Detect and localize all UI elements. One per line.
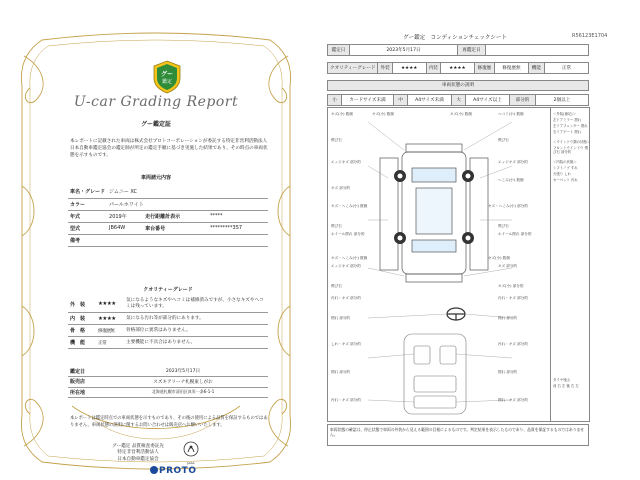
note-heading: ＜ウインドウ類の状態＞	[553, 140, 591, 144]
size-large-label: 大	[452, 95, 466, 106]
note-item: カーペット 汚れ	[553, 178, 578, 182]
rear-bumper	[406, 274, 462, 282]
vin-label: 車台番号	[143, 222, 208, 234]
report-id: R56123E1704	[572, 33, 608, 39]
name-grade-label: 車名・グレード	[68, 186, 107, 198]
dealer-value: スズキアリーナ札幌東しがお	[98, 377, 268, 388]
inspection-date-label: 鑑定日	[68, 366, 98, 377]
partial-label: 部分的	[510, 95, 536, 106]
car-outline-diagram	[328, 108, 552, 423]
check-sheet-title: グー鑑定 コンディションチェックシート	[403, 35, 507, 41]
grade-section-title: クオリティーグレード	[143, 287, 193, 293]
grade-description: 主要機能に不具合はありません。	[124, 337, 268, 349]
damage-label: 飛び石	[498, 138, 509, 142]
grade-row-frame	[68, 325, 268, 337]
grade-label: 外 装	[68, 296, 96, 313]
proto-mark-icon	[150, 466, 158, 474]
certificate-subtitle: グー鑑定証	[140, 121, 171, 128]
damage-label: へこみ(小) 数個	[498, 178, 524, 182]
goo-kantei-seal-icon	[152, 60, 182, 94]
damage-label: 飛び石	[331, 138, 342, 142]
note-heading: ＜内装の状態＞	[553, 160, 577, 164]
model-label: 型式	[68, 222, 107, 234]
grade-stars: ★★★★	[96, 313, 124, 325]
table-row	[68, 377, 268, 388]
damage-label: キズ・へこみ(小) 数個	[331, 256, 368, 260]
table-row	[68, 366, 268, 377]
sheet-disclaimer: 車両状態の確認は、停止状態で車両の外装から見える範囲の目視によるものです。判定結果を表示したものであり、品質を保証するものではありません。	[327, 424, 589, 446]
note-heading: ＜外装(補足)＞	[553, 112, 576, 116]
remarks-value	[107, 234, 268, 246]
grade-row-exterior	[68, 296, 268, 313]
damage-label: キズ・へこみ(小) 部分的	[488, 204, 528, 208]
jaaa-emblem-icon	[183, 441, 199, 457]
table-row	[68, 222, 268, 234]
vin-value: *********357	[208, 222, 268, 234]
grading-certificate	[2, 26, 310, 476]
table-row	[68, 387, 268, 398]
date-row	[327, 44, 589, 56]
address-label: 所在地	[68, 387, 98, 398]
table-row	[68, 198, 268, 210]
exterior-stars: ★★★★	[392, 63, 426, 74]
name-grade-value: ジムニー XC	[107, 186, 268, 198]
quality-grade-block	[68, 286, 268, 349]
damage-label: キズ(小) 数個	[488, 256, 510, 260]
interior-label: 内装	[426, 63, 440, 74]
damage-label: キズ 部分的	[498, 264, 518, 268]
damage-label: キズ(小) 部分的	[498, 284, 524, 288]
size-small-desc: カードサイズ未満	[342, 95, 394, 106]
note-heading: タイヤ残山	[553, 378, 570, 382]
roof	[416, 188, 452, 234]
table-row	[68, 186, 268, 198]
vehicle-damage-diagram	[327, 107, 551, 422]
dealer-label: 販売店	[68, 377, 98, 388]
grade-description: 気になるようなキズやヘコミは補修済みですが、小さなキズやヘコミは残っています。	[124, 296, 268, 313]
damage-label: エッジキズ 部分的	[498, 160, 528, 164]
table-row	[68, 210, 268, 222]
certificate-signer: グー鑑定 品質検査委託先 特定非営利活動法人 日本自動車鑑定協会	[112, 444, 164, 462]
grade-description: 気になる汚れ等が部分的にあります。	[124, 313, 268, 325]
inspection-date-label: 鑑定日	[328, 45, 350, 56]
damage-label: 擦れ 部分的	[331, 316, 351, 320]
grade-label: 骨 格	[68, 325, 96, 337]
damage-label: 飛び石	[331, 284, 342, 288]
damage-label: 擦れ・キズ 部分的	[498, 398, 528, 402]
table-row	[68, 234, 268, 246]
grade-value: 正常	[96, 337, 124, 349]
grade-row-function	[68, 337, 268, 349]
damage-label: キズ 部分的	[331, 186, 351, 190]
mileage-value: *****	[208, 210, 268, 222]
grade-row-interior	[68, 313, 268, 325]
interior-stars: ★★★★	[440, 63, 474, 74]
steering-wheel-icon	[447, 308, 465, 320]
damage-label: 擦れ 部分的	[331, 370, 351, 374]
grade-stars: ★★★★	[96, 296, 124, 313]
condition-notes-panel	[550, 107, 590, 422]
repair-history-label: 修復歴	[474, 63, 494, 74]
note-item: 右リアゲート 擦れ	[553, 130, 582, 134]
damage-label: 汚れ・キズ 部分的	[331, 398, 361, 402]
grade-label: 機 能	[68, 337, 96, 349]
function-value: 正常	[544, 63, 588, 74]
year-value: 2019年	[107, 210, 143, 222]
proto-logo-text: PROTO	[159, 466, 197, 476]
quality-grade-label: クオリティーグレード	[328, 63, 378, 74]
reinspection-date-label: 再鑑定日	[458, 45, 486, 56]
year-label: 年式	[68, 210, 107, 222]
grade-label: 内 装	[68, 313, 96, 325]
color-value: パールホワイト	[107, 198, 268, 210]
size-medium-label: 中	[394, 95, 408, 106]
vehicle-spec-table	[68, 186, 268, 247]
damage-label: エッジキズ 部分的	[331, 160, 361, 164]
damage-label: 汚れ・キズ 部分的	[498, 296, 528, 300]
damage-label: キズ(小) 数個	[450, 112, 472, 116]
inspection-info-table	[68, 366, 268, 398]
front-bumper	[406, 144, 462, 152]
note-item: フロントウインドウ 飛び石 部分的	[553, 146, 588, 155]
front-seat-right	[440, 346, 456, 364]
grade-value: 修復歴無	[96, 325, 124, 337]
rear-seat	[414, 376, 456, 392]
rear-window	[412, 240, 456, 252]
windshield	[412, 168, 456, 182]
tire-tread-note: 前 右 左 後 右 左	[553, 384, 579, 388]
note-item: 左リアフェンダー 擦れ	[553, 124, 588, 128]
proto-logo	[150, 466, 196, 476]
svg-text:鑑定: 鑑定	[161, 79, 173, 85]
damage-label: 飛び石	[498, 224, 509, 228]
damage-label: 汚れ・キズ 部分的	[331, 296, 361, 300]
jaaa-name: JAAA	[187, 461, 195, 465]
inspection-date-value: 2023年5月17日	[350, 45, 458, 56]
inspection-date-value: 2023年5月17日	[98, 366, 268, 377]
certificate-footer-note: 本レポートは鑑定時点での車両状態を示すものであり、その後の使用による品質を保証するものではありません。車両状態の説明に関するお問い合わせは販売店へお願いいたします。	[70, 416, 268, 428]
damage-label: キズ・へこみ(小) 数個	[331, 204, 368, 208]
front-seat-left	[414, 346, 430, 364]
svg-text:グー: グー	[160, 71, 174, 78]
grade-table	[68, 296, 268, 349]
function-label: 機能	[528, 63, 544, 74]
damage-label: ホイール擦れ 部分的	[498, 232, 532, 236]
quality-grade-row	[327, 62, 589, 74]
damage-label: エッジキズ 部分的	[331, 264, 361, 268]
mileage-label: 走行距離計表示	[143, 210, 208, 222]
exterior-label: 外装	[378, 63, 392, 74]
note-item: 左ドアミラー 擦れ	[553, 118, 582, 122]
multiple-label: 2個以上	[536, 95, 589, 106]
grade-description: 骨格部位に異常はありません。	[124, 325, 268, 337]
damage-size-legend	[327, 94, 589, 106]
vehicle-section-title: 車両諸元内容	[140, 175, 171, 181]
damage-label: しわ・キズ 部分的	[331, 342, 361, 346]
damage-label: キズ(小) 数個	[331, 112, 353, 116]
certificate-script-title: U-car Grading Report	[73, 94, 239, 110]
damage-label: ヘコミ(小) 数個	[498, 112, 524, 116]
color-label: カラー	[68, 198, 107, 210]
vehicle-condition-legend-title: 車両状態の説明	[327, 80, 589, 91]
model-value: JB64W	[107, 222, 143, 234]
reinspection-date-value	[486, 45, 589, 56]
note-item: 天張り しわ	[553, 172, 572, 176]
certificate-intro: 本レポートに記載された車両は株式会社プロトコーポレーションが委託する特定非営利活動法人日本自動車鑑定協会の鑑定師が所定の鑑定手順に基づき実施した結果であり、その時点の車両状態を示すものです。	[70, 139, 268, 158]
cargo-area	[414, 396, 456, 408]
size-large-desc: A4サイズ以上	[466, 95, 510, 106]
size-medium-desc: A4サイズ未満	[408, 95, 452, 106]
damage-label: 飛び石	[331, 224, 342, 228]
damage-label: 汚れ・キズ 部分的	[498, 342, 528, 346]
note-item: シフトノブ すれ	[553, 166, 578, 170]
remarks-label: 備考	[68, 234, 107, 246]
damage-label: キズ(小) 数個	[372, 112, 394, 116]
jaaa-logo	[180, 441, 202, 465]
size-small-label: 小	[328, 95, 342, 106]
address-value: 北海道札幌市清田区真栄一条6-1-1	[98, 387, 268, 398]
repair-history-value: 修復歴無	[494, 63, 528, 74]
damage-label: ホイール擦れ 部分的	[331, 232, 365, 236]
damage-label: 擦れ 部分的	[498, 370, 518, 374]
damage-label: 擦れ 部分的	[498, 316, 518, 320]
